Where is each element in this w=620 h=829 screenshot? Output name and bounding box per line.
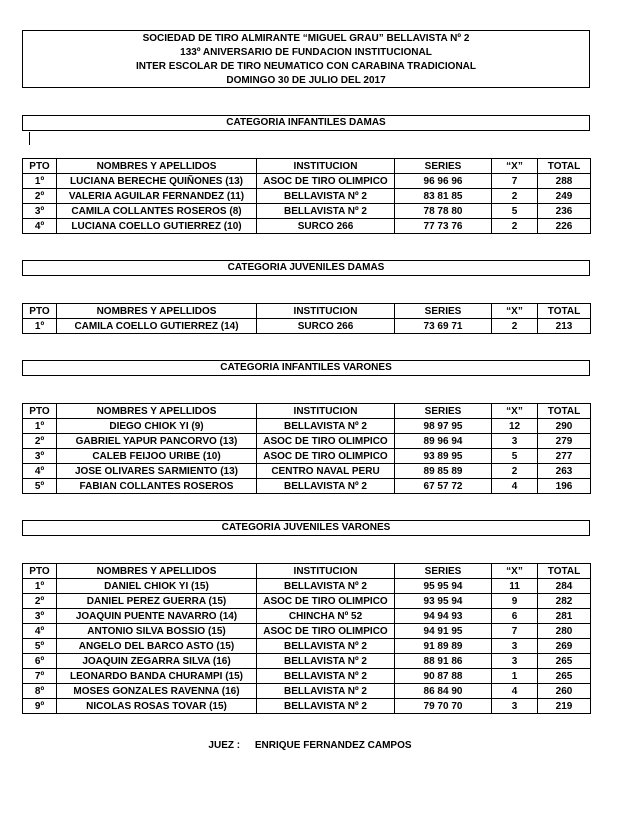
table-cell: 95 95 94 — [395, 579, 492, 594]
table-cell: 94 91 95 — [395, 624, 492, 639]
table-cell: MOSES GONZALES RAVENNA (16) — [57, 684, 257, 699]
table-cell: DANIEL CHIOK YI (15) — [57, 579, 257, 594]
table-row — [23, 699, 591, 714]
column-header: PTO — [23, 159, 57, 174]
table-cell: 3º — [23, 609, 57, 624]
table-cell: BELLAVISTA Nº 2 — [257, 189, 395, 204]
table-cell: 2º — [23, 594, 57, 609]
table-cell: BELLAVISTA Nº 2 — [257, 669, 395, 684]
column-header: “X” — [492, 564, 538, 579]
table-cell: 236 — [538, 204, 591, 219]
column-header: TOTAL — [538, 404, 591, 419]
table-cell: 78 78 80 — [395, 204, 492, 219]
header-line-3: INTER ESCOLAR DE TIRO NEUMATICO CON CARABINA TRADICIONAL — [136, 61, 476, 72]
table-cell: 213 — [538, 319, 591, 334]
table-cell: ANTONIO SILVA BOSSIO (15) — [57, 624, 257, 639]
judge-name: ENRIQUE FERNANDEZ CAMPOS — [254, 740, 412, 751]
table-cell: ANGELO DEL BARCO ASTO (15) — [57, 639, 257, 654]
table-cell: 277 — [538, 449, 591, 464]
table-row — [23, 594, 591, 609]
table-cell: 226 — [538, 219, 591, 234]
table-cell: 3 — [492, 654, 538, 669]
table-cell: 79 70 70 — [395, 699, 492, 714]
judge-label: JUEZ : — [208, 740, 241, 751]
category-title: CATEGORIA JUVENILES VARONES — [22, 520, 590, 536]
table-cell: 83 81 85 — [395, 189, 492, 204]
results-table — [22, 158, 591, 234]
table-cell: 8º — [23, 684, 57, 699]
table-header-row — [23, 159, 591, 174]
document-header — [22, 30, 590, 88]
table-cell: 5 — [492, 449, 538, 464]
column-header: NOMBRES Y APELLIDOS — [57, 159, 257, 174]
table-cell: BELLAVISTA Nº 2 — [257, 639, 395, 654]
table-cell: LUCIANA BERECHE QUIÑONES (13) — [57, 174, 257, 189]
table-cell: 5 — [492, 204, 538, 219]
column-header: “X” — [492, 404, 538, 419]
table-cell: 2º — [23, 434, 57, 449]
table-cell: 4º — [23, 624, 57, 639]
table-row — [23, 219, 591, 234]
table-cell: ASOC DE TIRO OLIMPICO — [257, 174, 395, 189]
column-header: SERIES — [395, 404, 492, 419]
results-table — [22, 563, 591, 714]
column-header: NOMBRES Y APELLIDOS — [57, 404, 257, 419]
table-cell: 93 89 95 — [395, 449, 492, 464]
column-header: INSTITUCION — [257, 404, 395, 419]
table-cell: 5º — [23, 479, 57, 494]
table-cell: 279 — [538, 434, 591, 449]
table-cell: 281 — [538, 609, 591, 624]
column-header: NOMBRES Y APELLIDOS — [57, 304, 257, 319]
column-header: INSTITUCION — [257, 304, 395, 319]
table-cell: 6º — [23, 654, 57, 669]
column-header: PTO — [23, 304, 57, 319]
table-cell: 284 — [538, 579, 591, 594]
table-cell: 2 — [492, 319, 538, 334]
column-header: PTO — [23, 404, 57, 419]
table-row — [23, 464, 591, 479]
column-header: “X” — [492, 159, 538, 174]
table-cell: 288 — [538, 174, 591, 189]
table-cell: 5º — [23, 639, 57, 654]
table-cell: 77 73 76 — [395, 219, 492, 234]
table-row — [23, 174, 591, 189]
table-cell: 1º — [23, 419, 57, 434]
table-cell: SURCO 266 — [257, 319, 395, 334]
table-cell: CAMILA COLLANTES ROSEROS (8) — [57, 204, 257, 219]
table-cell: CENTRO NAVAL PERU — [257, 464, 395, 479]
table-cell: 9 — [492, 594, 538, 609]
table-cell: BELLAVISTA Nº 2 — [257, 654, 395, 669]
header-line-2: 133º ANIVERSARIO DE FUNDACION INSTITUCIONAL — [180, 47, 432, 58]
table-cell: CAMILA COELLO GUTIERREZ (14) — [57, 319, 257, 334]
table-cell: 290 — [538, 419, 591, 434]
text-cursor — [29, 132, 30, 145]
table-row — [23, 669, 591, 684]
column-header: “X” — [492, 304, 538, 319]
table-cell: 265 — [538, 654, 591, 669]
table-cell: 96 96 96 — [395, 174, 492, 189]
table-cell: 3 — [492, 699, 538, 714]
table-cell: 4º — [23, 219, 57, 234]
column-header: TOTAL — [538, 159, 591, 174]
judge-signature — [0, 740, 620, 751]
column-header: INSTITUCION — [257, 564, 395, 579]
category-title: CATEGORIA INFANTILES VARONES — [22, 360, 590, 376]
table-cell: 196 — [538, 479, 591, 494]
table-cell: 1º — [23, 579, 57, 594]
table-row — [23, 624, 591, 639]
table-cell: 86 84 90 — [395, 684, 492, 699]
results-table — [22, 303, 591, 334]
table-row — [23, 609, 591, 624]
table-cell: 219 — [538, 699, 591, 714]
table-cell: ASOC DE TIRO OLIMPICO — [257, 434, 395, 449]
table-cell: 11 — [492, 579, 538, 594]
table-cell: 2 — [492, 189, 538, 204]
table-cell: DIEGO CHIOK YI (9) — [57, 419, 257, 434]
table-cell: ASOC DE TIRO OLIMPICO — [257, 624, 395, 639]
column-header: SERIES — [395, 159, 492, 174]
table-cell: 67 57 72 — [395, 479, 492, 494]
table-cell: 2 — [492, 464, 538, 479]
table-cell: 265 — [538, 669, 591, 684]
table-cell: 89 96 94 — [395, 434, 492, 449]
table-cell: 12 — [492, 419, 538, 434]
table-cell: 3º — [23, 449, 57, 464]
table-cell: 1 — [492, 669, 538, 684]
column-header: TOTAL — [538, 304, 591, 319]
table-cell: 7 — [492, 174, 538, 189]
table-cell: JOAQUIN PUENTE NAVARRO (14) — [57, 609, 257, 624]
table-cell: 249 — [538, 189, 591, 204]
table-cell: 94 94 93 — [395, 609, 492, 624]
table-row — [23, 434, 591, 449]
table-cell: 88 91 86 — [395, 654, 492, 669]
table-cell: 269 — [538, 639, 591, 654]
table-cell: 7 — [492, 624, 538, 639]
table-cell: 4 — [492, 479, 538, 494]
category-title: CATEGORIA JUVENILES DAMAS — [22, 260, 590, 276]
table-header-row — [23, 304, 591, 319]
column-header: NOMBRES Y APELLIDOS — [57, 564, 257, 579]
table-cell: JOAQUIN ZEGARRA SILVA (16) — [57, 654, 257, 669]
table-cell: BELLAVISTA Nº 2 — [257, 699, 395, 714]
table-cell: BELLAVISTA Nº 2 — [257, 684, 395, 699]
table-cell: 2º — [23, 189, 57, 204]
table-cell: 4 — [492, 684, 538, 699]
table-cell: 89 85 89 — [395, 464, 492, 479]
table-cell: 3 — [492, 639, 538, 654]
header-line-4: DOMINGO 30 DE JULIO DEL 2017 — [226, 75, 386, 86]
table-cell: 3 — [492, 434, 538, 449]
table-cell: JOSE OLIVARES SARMIENTO (13) — [57, 464, 257, 479]
table-cell: FABIAN COLLANTES ROSEROS — [57, 479, 257, 494]
table-row — [23, 684, 591, 699]
header-line-1: SOCIEDAD DE TIRO ALMIRANTE “MIGUEL GRAU” BELLAVISTA Nº 2 — [142, 33, 470, 44]
table-cell: 263 — [538, 464, 591, 479]
table-cell: 280 — [538, 624, 591, 639]
table-cell: 1º — [23, 174, 57, 189]
table-cell: BELLAVISTA Nº 2 — [257, 204, 395, 219]
table-cell: 91 89 89 — [395, 639, 492, 654]
table-cell: SURCO 266 — [257, 219, 395, 234]
table-row — [23, 189, 591, 204]
table-cell: 9º — [23, 699, 57, 714]
table-cell: 1º — [23, 319, 57, 334]
table-cell: 98 97 95 — [395, 419, 492, 434]
table-cell: 6 — [492, 609, 538, 624]
table-row — [23, 639, 591, 654]
table-row — [23, 204, 591, 219]
table-row — [23, 654, 591, 669]
results-table — [22, 403, 591, 494]
table-header-row — [23, 404, 591, 419]
table-cell: LUCIANA COELLO GUTIERREZ (10) — [57, 219, 257, 234]
table-cell: 282 — [538, 594, 591, 609]
table-cell: BELLAVISTA Nº 2 — [257, 479, 395, 494]
table-cell: 260 — [538, 684, 591, 699]
table-cell: 93 95 94 — [395, 594, 492, 609]
table-cell: DANIEL PEREZ GUERRA (15) — [57, 594, 257, 609]
category-title: CATEGORIA INFANTILES DAMAS — [22, 115, 590, 131]
table-row — [23, 479, 591, 494]
table-cell: BELLAVISTA Nº 2 — [257, 579, 395, 594]
table-row — [23, 449, 591, 464]
table-cell: 7º — [23, 669, 57, 684]
column-header: SERIES — [395, 564, 492, 579]
table-cell: 2 — [492, 219, 538, 234]
table-cell: CALEB FEIJOO URIBE (10) — [57, 449, 257, 464]
table-cell: 4º — [23, 464, 57, 479]
table-cell: NICOLAS ROSAS TOVAR (15) — [57, 699, 257, 714]
table-cell: 3º — [23, 204, 57, 219]
table-header-row — [23, 564, 591, 579]
table-cell: ASOC DE TIRO OLIMPICO — [257, 594, 395, 609]
table-cell: 90 87 88 — [395, 669, 492, 684]
column-header: PTO — [23, 564, 57, 579]
table-cell: LEONARDO BANDA CHURAMPI (15) — [57, 669, 257, 684]
table-cell: CHINCHA Nº 52 — [257, 609, 395, 624]
column-header: SERIES — [395, 304, 492, 319]
table-row — [23, 579, 591, 594]
table-cell: VALERIA AGUILAR FERNANDEZ (11) — [57, 189, 257, 204]
table-cell: BELLAVISTA Nº 2 — [257, 419, 395, 434]
column-header: INSTITUCION — [257, 159, 395, 174]
column-header: TOTAL — [538, 564, 591, 579]
table-row — [23, 319, 591, 334]
table-row — [23, 419, 591, 434]
table-cell: ASOC DE TIRO OLIMPICO — [257, 449, 395, 464]
table-cell: GABRIEL YAPUR PANCORVO (13) — [57, 434, 257, 449]
table-cell: 73 69 71 — [395, 319, 492, 334]
